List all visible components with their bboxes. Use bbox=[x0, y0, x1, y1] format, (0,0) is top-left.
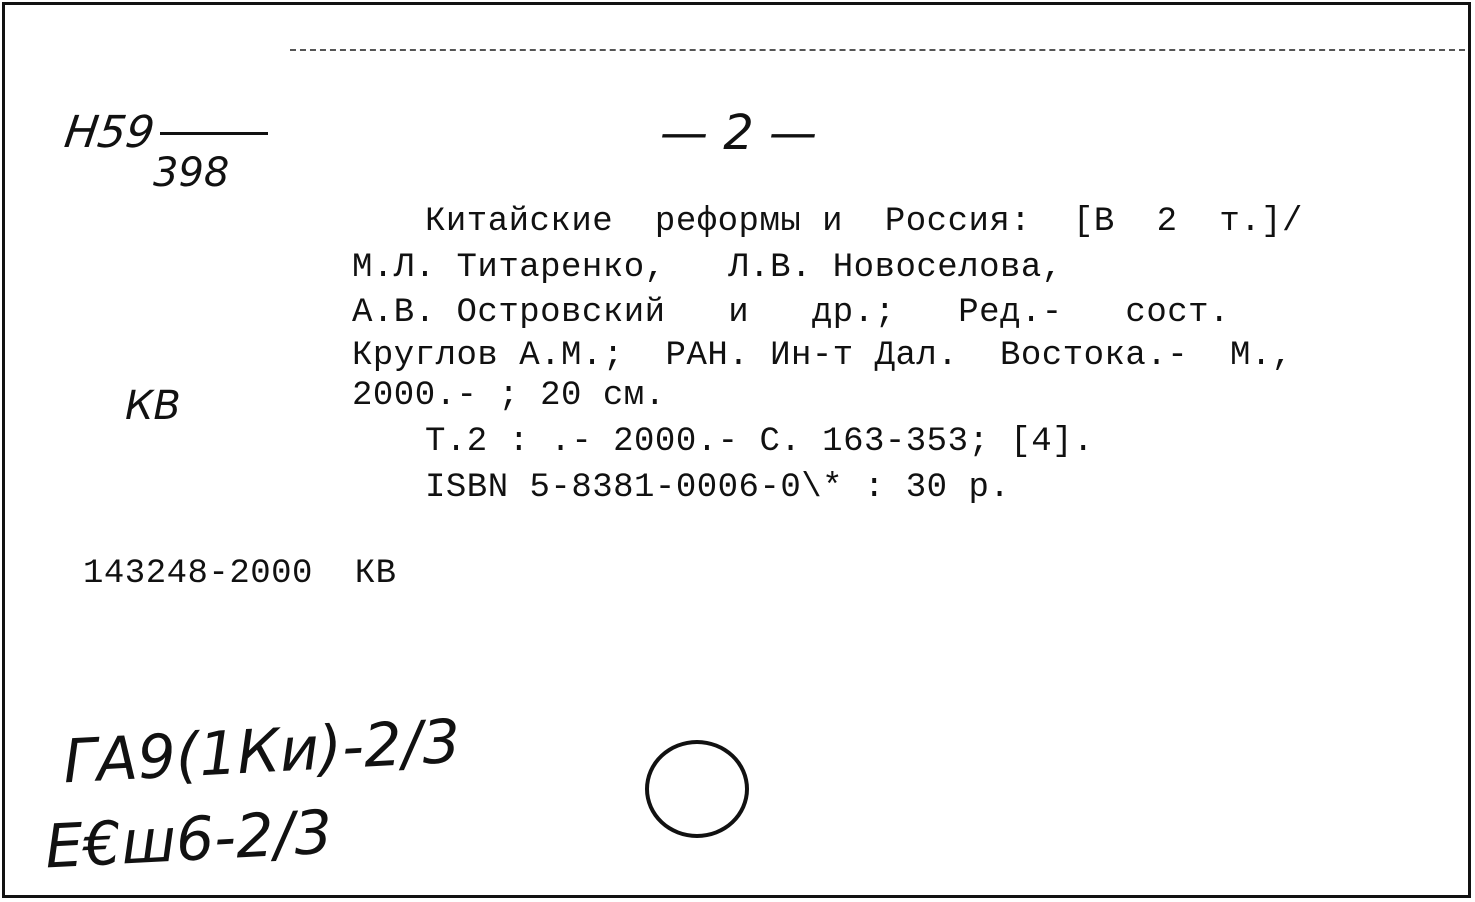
bib-line-3: А.В. Островский и др.; Ред.- сост. bbox=[352, 294, 1230, 332]
volume-line: Т.2 : .- 2000.- С. 163-353; [4]. bbox=[425, 423, 1094, 461]
handwritten-classification-2: Е€ш6-2/3 bbox=[43, 797, 335, 883]
top-dashed-line bbox=[290, 49, 1465, 51]
bib-line-5: 2000.- ; 20 см. bbox=[352, 377, 666, 415]
punch-hole bbox=[645, 740, 749, 838]
isbn-line: ISBN 5-8381-0006-0\* : 30 р. bbox=[425, 469, 1011, 507]
handwritten-classification-1: ГА9(1Ки)-2/3 bbox=[61, 706, 463, 798]
catalog-card bbox=[2, 2, 1471, 898]
handwritten-code: КВ bbox=[125, 383, 181, 429]
accession-number: 143248-2000 КВ bbox=[83, 555, 397, 593]
shelf-mark-divider bbox=[160, 132, 268, 135]
page-mark: — 2 — bbox=[660, 105, 818, 161]
bib-line-2: М.Л. Титаренко, Л.В. Новоселова, bbox=[352, 249, 1063, 287]
bib-line-4: Круглов А.М.; РАН. Ин-т Дал. Востока.- М., bbox=[352, 337, 1293, 375]
bib-line-1: Китайские реформы и Россия: [В 2 т.]/ bbox=[425, 203, 1303, 241]
shelf-mark: H59 bbox=[61, 107, 158, 158]
shelf-mark-denominator: 398 bbox=[153, 150, 230, 196]
